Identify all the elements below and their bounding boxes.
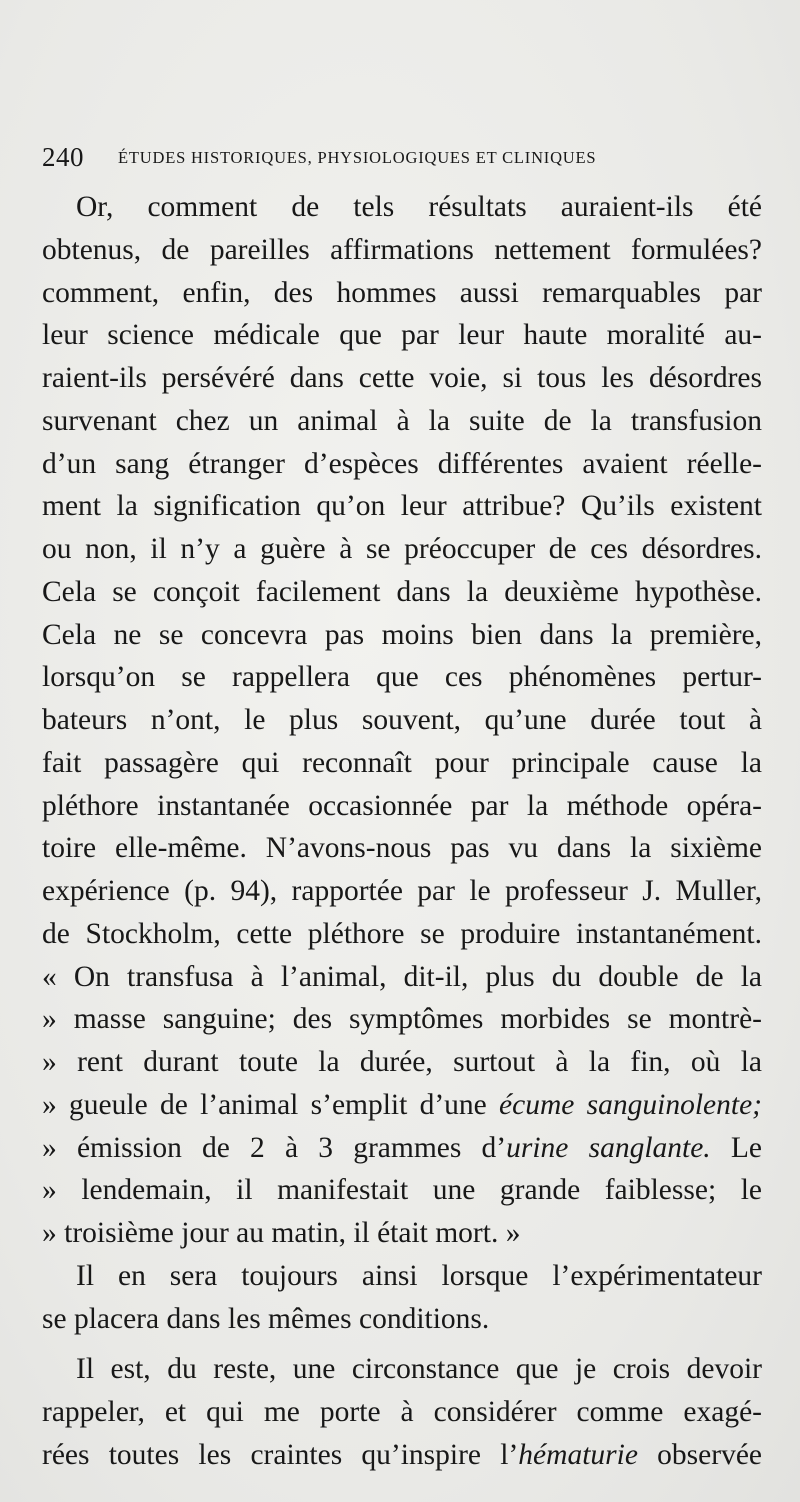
text-line: Il en sera toujours ainsi lorsque l’expérimentateur xyxy=(76,1259,762,1292)
text-line: ment la signification qu’on leur attribue? Qu’ils existent xyxy=(42,490,762,523)
text-line: expérience (p. 94), rapportée par le professeur J. Muller, xyxy=(42,875,762,907)
quote-text: » gueule de l’animal s’emplit d’une xyxy=(42,1088,487,1121)
text-line: survenant chez un animal à la suite de la transfusion xyxy=(42,404,762,437)
running-header xyxy=(42,142,762,176)
text-line: Or, comment de tels résultats auraient-ils été xyxy=(76,191,762,223)
page-number: 240 xyxy=(42,142,84,172)
quote-line xyxy=(42,1084,762,1127)
text-line: obtenus, de pareilles affirmations nettement formulées? xyxy=(42,233,762,266)
quote-line: » troisième jour au matin, il était mort. » xyxy=(42,1217,521,1249)
italic-phrase: urine sanglante. xyxy=(506,1131,711,1164)
text-line: ou non, il n’y a guère à se préoccuper de ces désordres. xyxy=(42,533,762,565)
text-line: bateurs n’ont, le plus souvent, qu’une durée tout à xyxy=(42,704,762,736)
text-line xyxy=(42,1434,762,1477)
text-line: de Stockholm, cette pléthore se produire instantanément. xyxy=(42,917,762,950)
running-title: ÉTUDES HISTORIQUES, PHYSIOLOGIQUES ET CLINIQUES xyxy=(118,148,597,167)
text-line: toire elle-même. N’avons-nous pas vu dans la sixième xyxy=(42,832,762,865)
text-line: lorsqu’on se rappellera que ces phénomènes pertur- xyxy=(42,661,762,694)
quote-text: Le xyxy=(730,1131,762,1164)
text-line: raient-ils persévéré dans cette voie, si tous les désordres xyxy=(42,362,762,394)
italic-word: hématurie xyxy=(518,1438,638,1471)
quote-line: » masse sanguine; des symptômes morbides se montrè- xyxy=(42,1003,762,1036)
quote-line xyxy=(42,1127,762,1170)
quote-line: « On transfusa à l’animal, dit-il, plus du double de la xyxy=(42,960,762,993)
body-text-run: rées toutes les craintes qu’inspire l’ xyxy=(42,1438,519,1471)
text-line: Il est, du reste, une circonstance que je crois devoir xyxy=(76,1353,762,1386)
text-line: d’un sang étranger d’espèces différentes avaient réelle- xyxy=(42,447,762,480)
text-line: pléthore instantanée occasionnée par la méthode opéra- xyxy=(42,789,762,822)
body-text-run: observée xyxy=(657,1438,762,1471)
text-line: fait passagère qui reconnaît pour principale cause la xyxy=(42,746,762,779)
text-line: Cela ne se concevra pas moins bien dans la première, xyxy=(42,618,762,651)
body-text xyxy=(42,186,762,1477)
quote-line: » rent durant toute la durée, surtout à la fin, où la xyxy=(42,1046,762,1078)
text-line: se placera dans les mêmes conditions. xyxy=(42,1302,490,1335)
text-line: leur science médicale que par leur haute moralité au- xyxy=(42,319,762,352)
text-line: comment, enfin, des hommes aussi remarquables par xyxy=(42,276,762,309)
quote-text: » émission de 2 à 3 grammes d’ xyxy=(42,1131,507,1164)
text-line: rappeler, et qui me porte à considérer comme exagé- xyxy=(42,1396,762,1428)
italic-phrase: écume sanguinolente; xyxy=(499,1088,762,1121)
text-line: Cela se conçoit facilement dans la deuxième hypothèse. xyxy=(42,575,762,608)
quote-line: » lendemain, il manifestait une grande faiblesse; le xyxy=(42,1174,762,1207)
